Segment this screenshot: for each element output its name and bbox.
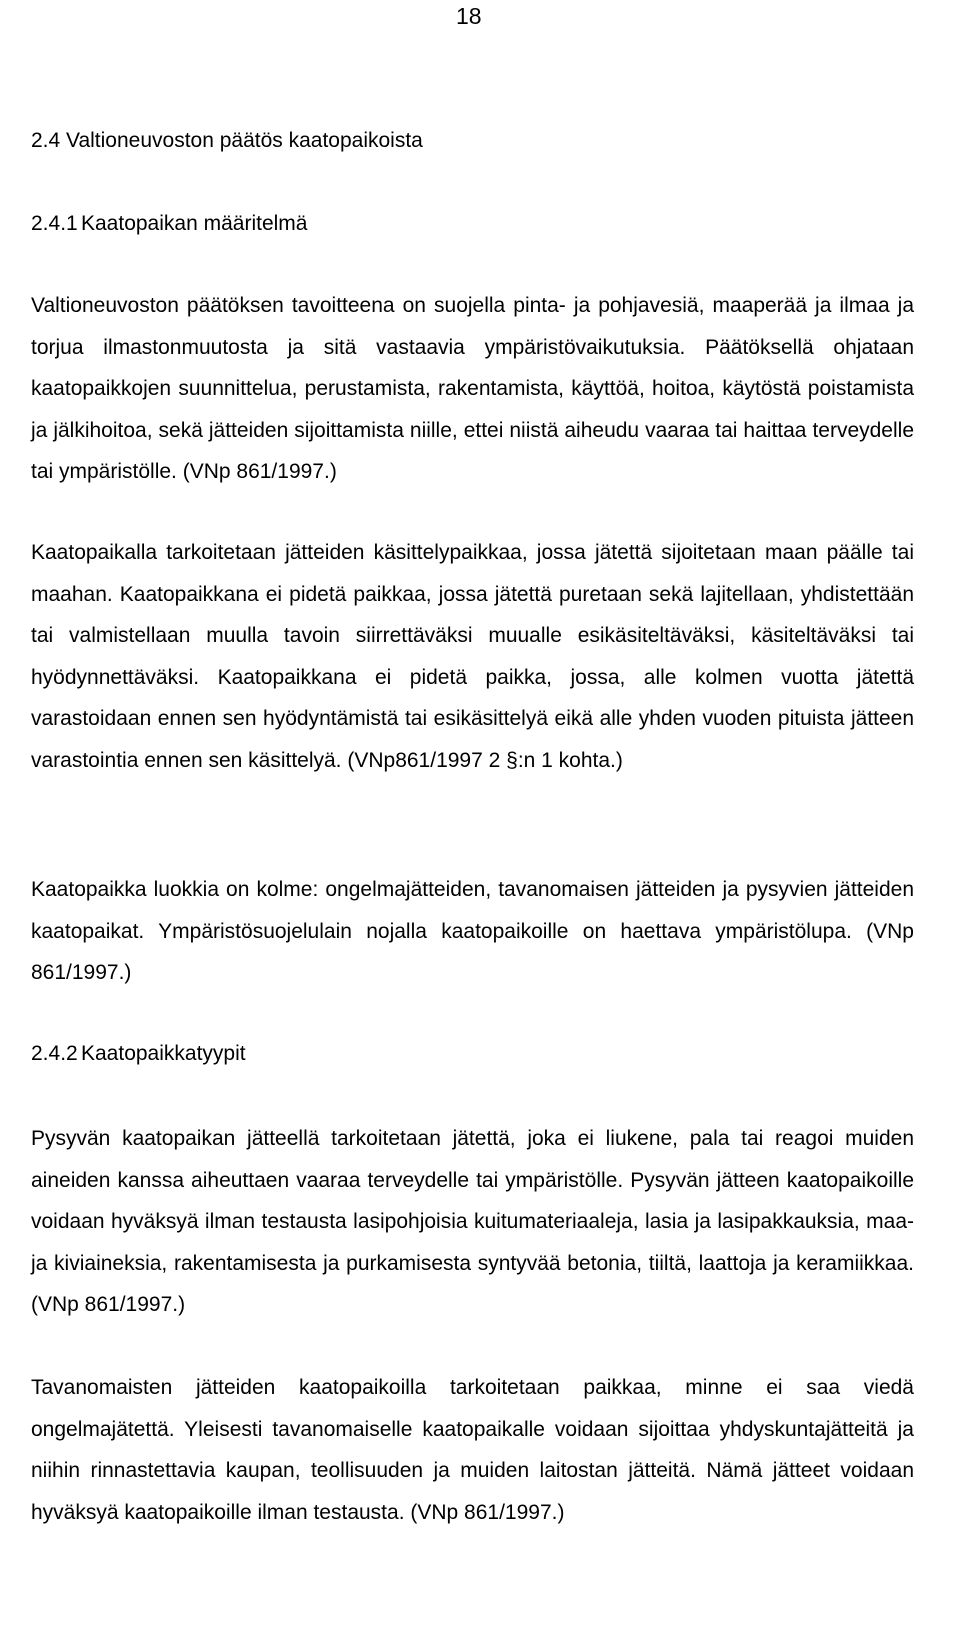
paragraph-objectives: Valtioneuvoston päätöksen tavoitteena on suojella pinta- ja pohjavesiä, maaperää ja ilmaa ja torjua ilmastonmuutosta ja sitä vastaavia ympäristövaikutuksia. Päätöksellä ohjataan kaatopaikkojen suunnittelua, perustamista, rakentamista, käyttöä, hoitoa, käytöstä poistamista ja jälkihoitoa, sekä jätteiden sijoittamista niille, ettei niistä aiheudu vaaraa tai haittaa terveydelle tai ympäristölle. (VNp 861/1997.) — [31, 294, 914, 483]
section-heading-2-4-2 — [31, 1040, 246, 1068]
section-title: Kaatopaikkatyypit — [81, 1042, 246, 1065]
section-title: Valtioneuvoston päätös kaatopaikoista — [66, 129, 423, 152]
paragraph-permanent-waste: Pysyvän kaatopaikan jätteellä tarkoitetaan jätettä, joka ei liukene, pala tai reagoi muiden aineiden kanssa aiheuttaen vaaraa terveydelle tai ympäristölle. Pysyvän jätteen kaatopaikoille voidaan hyväksyä ilman testausta lasipohjoisia kuitumateriaaleja, lasia ja lasipakkauksia, maa- ja kiviaineksia, rakentamisesta ja purkamisesta syntyvää betonia, tiiltä, laattoja ja keramiikkaa. (VNp 861/1997.) — [31, 1127, 914, 1316]
section-number: 2.4.1 — [31, 212, 78, 235]
section-number: 2.4.2 — [31, 1042, 78, 1065]
paragraph-ordinary-waste: Tavanomaisten jätteiden kaatopaikoilla tarkoitetaan paikkaa, minne ei saa viedä ongelmajätettä. Yleisesti tavanomaiselle kaatopaikalle voidaan sijoittaa yhdyskuntajätteitä ja niihin rinnastettavia kaupan, teollisuuden ja muiden laitostan jätteitä. Nämä jätteet voidaan hyväksyä kaatopaikoille ilman testausta. (VNp 861/1997.) — [31, 1376, 914, 1524]
section-heading-2-4 — [31, 127, 423, 155]
page-number: 18 — [456, 3, 482, 29]
paragraph-landfill-definition: Kaatopaikalla tarkoitetaan jätteiden käsittelypaikkaa, jossa jätettä sijoitetaan maan päälle tai maahan. Kaatopaikkana ei pidetä paikkaa, jossa jätettä puretaan sekä lajitellaan, yhdistettään tai valmistellaan muulla tavoin siirrettäväksi muualle esikäsiteltäväksi, käsiteltäväksi tai hyödynnettäväksi. Kaatopaikkana ei pidetä paikka, jossa, alle kolmen vuotta jätettä varastoidaan ennen sen hyödyntämistä tai esikäsittelyä eikä alle yhden vuoden pituista jätteen varastointia ennen sen käsittelyä. (VNp861/1997 2 §:n 1 kohta.) — [31, 541, 914, 772]
section-title: Kaatopaikan määritelmä — [81, 212, 308, 235]
section-number: 2.4 — [31, 129, 61, 152]
paragraph-landfill-classes: Kaatopaikka luokkia on kolme: ongelmajätteiden, tavanomaisen jätteiden ja pysyvien jätteiden kaatopaikat. Ympäristösuojelulain nojalla kaatopaikoille on haettava ympäristölupa. (VNp 861/1997.) — [31, 878, 914, 984]
section-heading-2-4-1 — [31, 210, 307, 238]
